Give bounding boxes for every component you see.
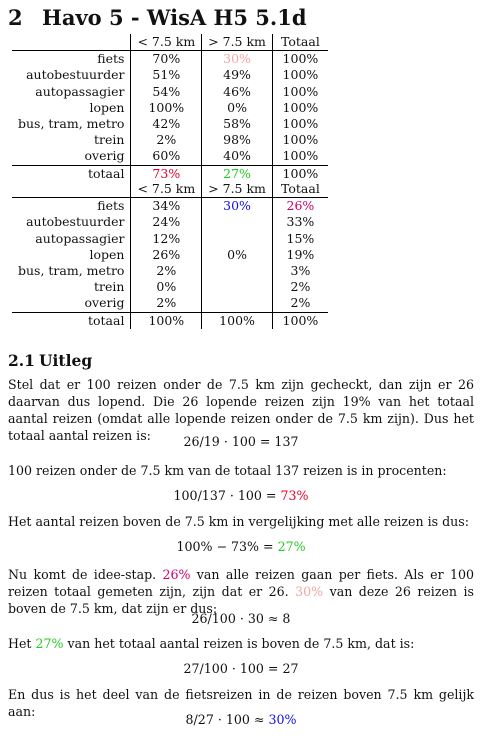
table-row	[12, 214, 328, 230]
row-label: totaal	[12, 312, 131, 329]
table-header-row	[12, 34, 328, 51]
table-cell: 2%	[131, 295, 202, 312]
row-label: overig	[84, 295, 125, 311]
equation-6	[0, 712, 482, 727]
highlight-27: 27%	[35, 636, 64, 651]
paragraph-6: En dus is het deel van de fietsreizen in de reizen boven 7.5 km gelijk aan:	[8, 687, 474, 719]
section-heading	[8, 5, 307, 30]
text-run: van alle reizen gaan per fiets. Als er 100 reizen totaal gemeten zijn, zijn dat er 26.	[8, 567, 474, 599]
table-cell: 100%	[131, 100, 202, 116]
table-row	[12, 67, 328, 83]
table-cell: 100%	[272, 100, 328, 116]
row-label: overig	[84, 148, 125, 164]
table-cell: 30%	[202, 198, 273, 215]
table-row	[12, 116, 328, 132]
table-cell: 70%	[131, 51, 202, 68]
table-cell: 19%	[272, 247, 328, 263]
table-cell: 100%	[272, 132, 328, 148]
text-run: Het	[8, 636, 36, 651]
table-cell: 100%	[131, 312, 202, 329]
table-cell: 26%	[272, 198, 328, 215]
table-cell: 33%	[272, 214, 328, 230]
table-cell	[202, 231, 273, 247]
row-label: lopen	[89, 246, 125, 262]
table-cell: 100%	[272, 148, 328, 165]
text-run: van deze 26 reizen is boven de 7.5 km, dat zijn er dus:	[8, 584, 474, 616]
row-label: bus, tram, metro	[18, 263, 125, 279]
table-cell: 40%	[202, 148, 273, 165]
table-cell: 60%	[131, 148, 202, 165]
equation-2	[0, 488, 482, 503]
equation-lhs: 100/137 · 100 =	[173, 488, 281, 503]
paragraph-4	[8, 566, 474, 617]
table-cell: 100%	[272, 165, 328, 182]
table-cell: 27%	[202, 165, 273, 182]
equation-result: 30%	[268, 712, 297, 727]
table-cell: 100%	[272, 84, 328, 100]
row-label: trein	[94, 279, 125, 295]
percentage-table-1	[12, 34, 328, 182]
table-cell: 0%	[202, 247, 273, 263]
table-cell	[202, 214, 273, 230]
table-cell: 34%	[131, 198, 202, 215]
table-cell: 100%	[202, 312, 273, 329]
equation-lhs: 100% − 73% =	[176, 539, 278, 554]
table-cell: 42%	[131, 116, 202, 132]
table-cell: 54%	[131, 84, 202, 100]
table-row	[12, 263, 328, 279]
equation-4: 26/100 · 30 ≈ 8	[191, 611, 291, 626]
paragraph-3: Het aantal reizen boven de 7.5 km in vergelijking met alle reizen is dus:	[8, 514, 469, 529]
table-total-row	[12, 312, 328, 329]
percentage-table-2	[12, 181, 328, 329]
equation-3	[0, 539, 482, 554]
text-run: van het totaal aantal reizen is boven de 7.5 km, dat is:	[63, 636, 415, 651]
table-cell: 100%	[272, 116, 328, 132]
table-total-row	[12, 165, 328, 182]
text-run: Nu komt de idee-stap.	[8, 567, 163, 582]
table-cell: 24%	[131, 214, 202, 230]
table-cell: 0%	[202, 100, 273, 116]
subsection-number: 2.1	[8, 351, 35, 370]
table-cell: 49%	[202, 67, 273, 83]
table-cell: 15%	[272, 231, 328, 247]
row-label: autopassagier	[35, 230, 125, 246]
table-row	[12, 51, 328, 68]
equation-1: 26/19 · 100 = 137	[183, 434, 299, 449]
subsection-heading	[8, 351, 92, 370]
table-row	[12, 231, 328, 247]
table-cell	[202, 279, 273, 295]
table-cell: 100%	[272, 67, 328, 83]
row-label: totaal	[12, 165, 131, 182]
table-header-cell: Totaal	[272, 181, 328, 198]
table-cell	[202, 295, 273, 312]
table-header-cell: Totaal	[272, 34, 328, 51]
row-label: autobestuurder	[26, 67, 125, 83]
table-cell: 73%	[131, 165, 202, 182]
paragraph-5	[8, 635, 474, 652]
section-title: Havo 5 - WisA H5 5.1d	[42, 5, 307, 30]
table-header-cell	[12, 181, 131, 198]
table-row	[12, 295, 328, 312]
table-row	[12, 247, 328, 263]
equation-result: 73%	[280, 488, 309, 503]
subsection-title: Uitleg	[39, 351, 93, 370]
table-header-cell: > 7.5 km	[202, 34, 273, 51]
table-header-cell: < 7.5 km	[131, 181, 202, 198]
table-cell: 2%	[272, 279, 328, 295]
section-number: 2	[8, 5, 23, 30]
row-label: autobestuurder	[26, 214, 125, 230]
row-label: fiets	[97, 51, 125, 67]
table-row	[12, 198, 328, 215]
row-label: lopen	[89, 99, 125, 115]
table-cell: 2%	[131, 132, 202, 148]
table-cell: 3%	[272, 263, 328, 279]
row-label: bus, tram, metro	[18, 116, 125, 132]
table-header-cell: > 7.5 km	[202, 181, 273, 198]
table-cell: 26%	[131, 247, 202, 263]
row-label: autopassagier	[35, 83, 125, 99]
highlight-26: 26%	[162, 567, 191, 582]
table-cell: 98%	[202, 132, 273, 148]
table-cell: 100%	[272, 51, 328, 68]
table-row	[12, 132, 328, 148]
table-row	[12, 279, 328, 295]
highlight-30: 30%	[295, 584, 324, 599]
table-cell: 2%	[272, 295, 328, 312]
table-cell: 2%	[131, 263, 202, 279]
equation-5: 27/100 · 100 = 27	[183, 661, 299, 676]
table-cell: 51%	[131, 67, 202, 83]
table-cell: 100%	[272, 312, 328, 329]
table-cell: 58%	[202, 116, 273, 132]
table-row	[12, 148, 328, 165]
paragraph-1: Stel dat er 100 reizen onder de 7.5 km zijn gecheckt, dan zijn er 26 daarvan dus lopend. Die 26 lopende reizen zijn 19% van het totaal aantal reizen (omdat alle lopende reizen onder de 7.5 km zijn). Dus het totaal aantal reizen is:	[8, 377, 474, 443]
paragraph-2: 100 reizen onder de 7.5 km van de totaal 137 reizen is in procenten:	[8, 463, 447, 478]
table-header-row	[12, 181, 328, 198]
table-header-cell	[12, 34, 131, 51]
table-cell	[202, 263, 273, 279]
table-cell: 0%	[131, 279, 202, 295]
equation-lhs: 8/27 · 100 ≈	[185, 712, 269, 727]
table-cell: 12%	[131, 231, 202, 247]
table-row	[12, 84, 328, 100]
table-header-cell: < 7.5 km	[131, 34, 202, 51]
table-row	[12, 100, 328, 116]
table-cell: 30%	[202, 51, 273, 68]
row-label: trein	[94, 132, 125, 148]
row-label: fiets	[97, 198, 125, 214]
equation-result: 27%	[277, 539, 306, 554]
table-cell: 46%	[202, 84, 273, 100]
